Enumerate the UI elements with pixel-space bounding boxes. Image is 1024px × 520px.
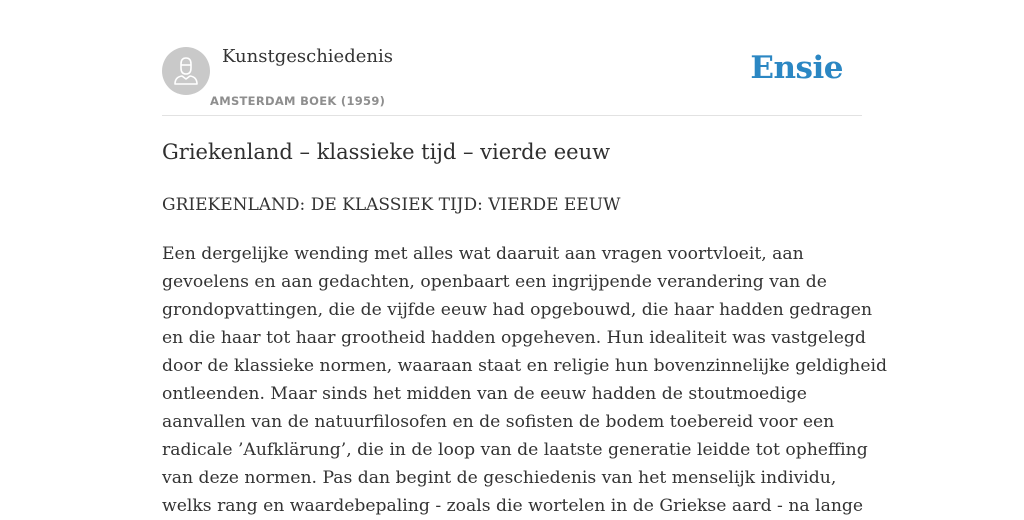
article-subheading: GRIEKENLAND: DE KLASSIEK TIJD: VIERDE EEUW: [162, 195, 621, 215]
body-line: grondopvattingen, die de vijfde eeuw had opgebouwd, die haar hadden gedragen: [162, 300, 873, 320]
body-line: gevoelens en aan gedachten, openbaart een ingrijpende verandering van de: [162, 272, 827, 292]
body-line: aanvallen van de natuurfilosofen en de sofisten de bodem toebereid voor een: [162, 412, 835, 432]
body-line: en die haar tot haar grootheid hadden opgeheven. Hun idealiteit was vastgelegd: [162, 328, 866, 348]
user-icon: [162, 47, 210, 95]
body-line: ontleenden. Maar sinds het midden van de eeuw hadden de stoutmoedige: [162, 384, 807, 404]
body-line: welks rang en waardebepaling - zoals die wortelen in de Griekse aard - na lange: [162, 496, 864, 516]
body-line: Een dergelijke wending met alles wat daaruit aan vragen voortvloeit, aan: [162, 244, 804, 264]
article-page: [162, 0, 888, 516]
article-body: [162, 240, 888, 520]
body-line: van deze normen. Pas dan begint de geschiedenis van het menselijk individu,: [162, 468, 837, 488]
ensie-logo[interactable]: Ensie: [750, 50, 843, 86]
avatar[interactable]: [162, 47, 210, 95]
author-link[interactable]: Kunstgeschiedenis: [222, 46, 393, 67]
article-title: Griekenland – klassieke tijd – vierde eeuw: [162, 140, 611, 164]
body-line: door de klassieke normen, waaraan staat en religie hun bovenzinnelijke geldigheid: [162, 356, 888, 376]
body-line: radicale ’Aufklärung’, die in de loop van de laatste generatie leidde tot opheffing: [162, 440, 868, 460]
source-label: AMSTERDAM BOEK (1959): [210, 94, 386, 108]
article-header: [162, 0, 862, 116]
